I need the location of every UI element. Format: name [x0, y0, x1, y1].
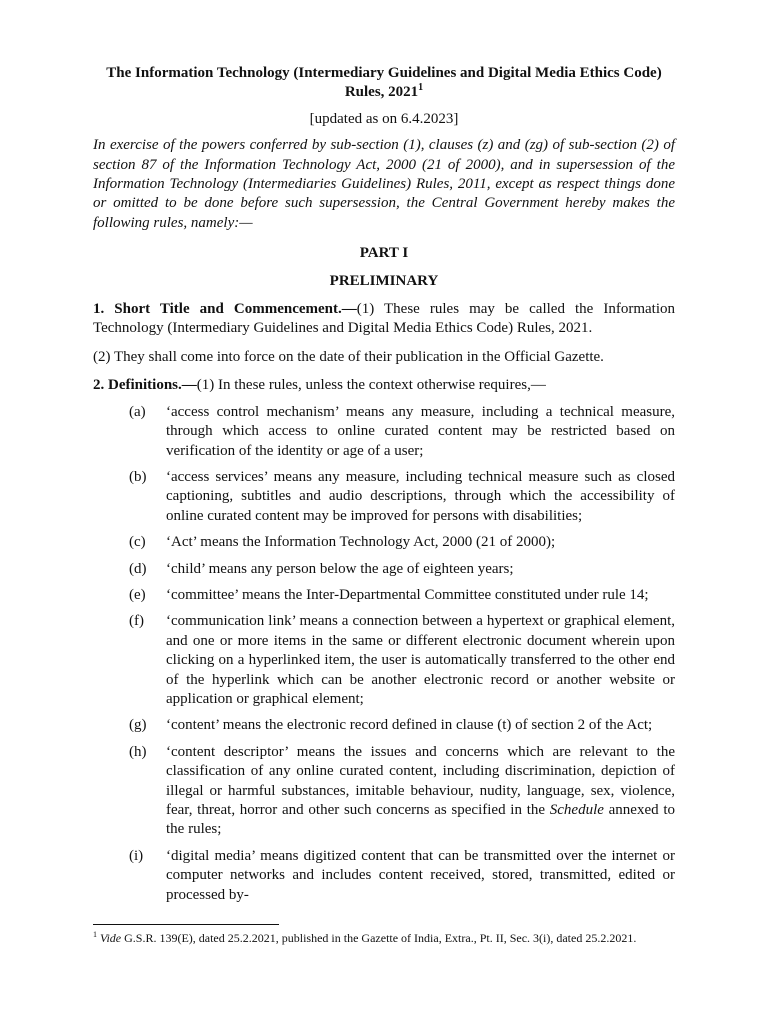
document-title [93, 64, 675, 103]
footnote-marker: 1 [93, 930, 97, 939]
definition-label: (d) [129, 560, 147, 577]
definition-label: (g) [129, 717, 147, 734]
section-2-text: (1) In these rules, unless the context otherwise requires,— [196, 377, 546, 394]
definition-e [93, 586, 675, 605]
definition-text: ‘committee’ means the Inter-Departmental Committee constituted under rule 14; [166, 586, 649, 603]
definition-text-before: ‘content descriptor’ means the issues and concerns which are relevant to the classification of any online curated content, including discrimination, depiction of illegal or harmful substances, imitable behaviour, nudity, language, sex, violence, fear, threat, horror and other such concerns as specified in the [166, 743, 675, 818]
definition-text: ‘content’ means the electronic record defined in clause (t) of section 2 of the Act; [166, 717, 653, 734]
section-2-heading: 2. Definitions.— [93, 377, 197, 394]
definition-label: (e) [129, 586, 146, 603]
section-2 [93, 376, 675, 395]
definition-label: (c) [129, 534, 146, 551]
section-1-text: (1) These rules may be called the Information Technology (Intermediary Guidelines and Digital Media Ethics Code) Rules, 2021. [93, 301, 675, 337]
section-1-sub-2: (2) They shall come into force on the date of their publication in the Official Gazette. [93, 348, 604, 365]
definition-text-after: annexed to the rules; [166, 802, 676, 838]
document-page [93, 64, 675, 905]
definition-c [93, 533, 675, 552]
footnote-vide: Vide [100, 931, 122, 945]
definition-f [93, 612, 675, 709]
footnote-divider [93, 924, 279, 925]
title-line-2: Rules, 2021 [344, 84, 419, 101]
definition-text: ‘child’ means any person below the age of eighteen years; [166, 560, 514, 577]
schedule-reference: Schedule [549, 802, 604, 818]
footnote [93, 930, 675, 946]
footnote-text: G.S.R. 139(E), dated 25.2.2021, published in the Gazette of India, Extra., Pt. II, Sec. 3(i), dated 25.2.2021. [121, 931, 637, 945]
title-footnote-marker: 1 [418, 82, 424, 94]
definition-label: (f) [129, 613, 144, 630]
definition-text: ‘access control mechanism’ means any measure, including a technical measure, through which access to online curated content may be restricted based on verification of the identity or age of a user; [166, 403, 675, 459]
title-line-1: The Information Technology (Intermediary Guidelines and Digital Media Ethics Code) [106, 65, 662, 81]
definition-text: ‘communication link’ means a connection between a hypertext or graphical element, and one or more items in the same or different electronic document wherein upon clicking on a hyperlinked item, the user is automatically transferred to the other end of the hyperlink which can be another electronic record or another website or application or graphical element; [166, 613, 675, 707]
definition-text: ‘digital media’ means digitized content that can be transmitted over the internet or computer networks and includes content received, stored, transmitted, edited or processed by- [166, 847, 675, 903]
definition-label: (h) [129, 743, 147, 760]
definition-g [93, 716, 675, 735]
definition-d [93, 560, 675, 579]
section-1-heading: 1. Short Title and Commencement.— [93, 301, 357, 318]
definition-h [93, 743, 675, 840]
preamble: In exercise of the powers conferred by sub-section (1), clauses (z) and (zg) of sub-section (2) of section 87 of the Information Technology Act, 2000 (21 of 2000), and in supersession of the Information Technology (Intermediaries Guidelines) Rules, 2011, except as respect things done or omitted to be done before such supersession, the Central Government hereby makes the following rules, namely:— [93, 137, 675, 231]
definition-label: (a) [129, 403, 146, 420]
definition-i [93, 847, 675, 905]
part-subheading: PRELIMINARY [329, 272, 439, 289]
definition-b [93, 468, 675, 526]
section-1 [93, 300, 675, 339]
definition-label: (i) [129, 847, 144, 864]
definition-text: ‘access services’ means any measure, including technical measure such as closed captioning, subtitles and audio descriptions, through which the accessibility of online curated content may be improved for persons with disabilities; [166, 468, 675, 524]
updated-note: [updated as on 6.4.2023] [309, 110, 459, 127]
part-heading: PART I [359, 245, 409, 262]
definition-label: (b) [129, 468, 147, 485]
definition-text: ‘Act’ means the Information Technology Act, 2000 (21 of 2000); [166, 534, 556, 551]
definition-a [93, 403, 675, 461]
definition-text [166, 743, 675, 840]
